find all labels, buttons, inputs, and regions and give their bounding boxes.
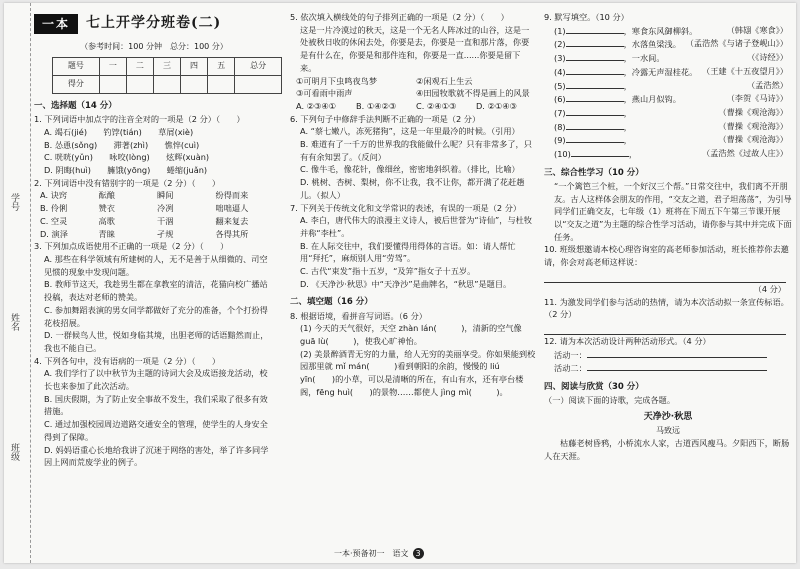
section-heading: 三、综合性学习（10 分） <box>544 167 644 178</box>
recite-list <box>544 24 792 161</box>
recite-source: （曹操《观沧海》） <box>718 134 788 145</box>
answer-line[interactable] <box>544 269 786 283</box>
option: D. 演泽 <box>40 228 68 239</box>
answer-line[interactable] <box>587 361 767 371</box>
recite-number: (6) <box>554 94 566 105</box>
recite-item <box>544 65 792 79</box>
recite-blank[interactable] <box>566 24 624 34</box>
exam-page <box>4 3 796 563</box>
section-heading: 一、选择题（14 分） <box>34 101 117 112</box>
binding-strip <box>4 3 31 563</box>
recite-text: ，燕山月似钩。 <box>623 94 681 105</box>
recite-blank[interactable] <box>566 106 624 116</box>
recite-source: （《诗经》） <box>747 52 788 63</box>
option: C. 咣咣(yǔn) 咏咬(lòng) 炫辉(xuàn) <box>44 152 210 163</box>
option: D. 一群候鸟人世，悦如身临其境，出胆老师的话语黯然而止，我也不能自已。 <box>44 330 269 353</box>
recite-text: ， <box>628 149 638 160</box>
recite-blank[interactable] <box>566 120 624 130</box>
section-heading: 四、阅读与欣赏（30 分） <box>544 382 644 393</box>
option: B. 教师节这天，我趁男生都在拿教室的清洁，花猫向校广播站投稿，表达对老师的赞美。 <box>44 279 268 303</box>
score-cell[interactable] <box>235 76 282 94</box>
option: B. 怂恿(sǒng) 滞著(zhì) 憔悴(cuì) <box>44 139 200 150</box>
score-head-cell: 总分 <box>235 58 282 76</box>
option-grid <box>290 100 536 113</box>
column-middle <box>290 11 536 399</box>
question-stem: 5. 依次填入横线处的句子排列正确的一项是（2 分）（ ） <box>290 12 509 22</box>
option: C. 参加舞蹈表演的男女同学都做好了充分的准备，个个打扮得花枝招展。 <box>44 304 268 328</box>
recite-text: ， <box>623 80 632 91</box>
recite-item <box>544 37 792 51</box>
option: A. 李白，唐代伟大的浪漫主义诗人，被后世誉为“诗仙”，与杜牧并称“李杜”。 <box>300 215 533 238</box>
option: C. 通过加强校园周边道路交通安全的管理，使学生的人身安全得到了保障。 <box>44 419 268 442</box>
recite-item <box>544 120 792 134</box>
recite-source: （韩翃《寒食》） <box>726 24 788 35</box>
recite-number: (9) <box>554 135 566 146</box>
recite-number: (5) <box>554 80 566 91</box>
score-cell[interactable] <box>126 76 153 94</box>
option: D. 妈妈语重心长地给我讲了沉迷于网络的害处，举了许多同学因上网而荒废学业的例子。 <box>44 444 269 468</box>
option: 酝酿 <box>98 190 115 201</box>
recite-text: ，一水间。 <box>623 53 665 64</box>
question-stem: 12. 请为本次活动设计两种活动形式。（4 分） <box>544 335 711 346</box>
question-stem: 2. 下列词语中没有错别字的一项是（2 分）（ ） <box>34 177 221 188</box>
recite-item <box>544 106 792 120</box>
option: A. 那些在科学领域有所建树的人，无不是善于从细微的、司空见惯的现象中发现问题。 <box>44 253 268 277</box>
option: A. “蔡七嫩八，冻死猪狗”，这是一年里最冷的时候。（引用） <box>300 126 520 137</box>
column-right <box>544 11 792 463</box>
score-cell[interactable] <box>99 76 126 94</box>
recite-text: ， <box>623 121 632 132</box>
option: 纷得而来 <box>215 190 249 201</box>
score-head-cell: 二 <box>126 58 153 76</box>
activity-label: 活动一： <box>554 349 587 360</box>
recite-number: (7) <box>554 107 566 118</box>
question-stem: 4. 下列各句中，没有语病的一项是（2 分）（ ） <box>34 355 221 366</box>
score-note: （4 分） <box>753 283 786 294</box>
recite-blank[interactable] <box>571 147 629 157</box>
recite-source: （曹操《观沧海》） <box>718 120 788 131</box>
recite-item <box>544 51 792 65</box>
recite-source: （孟浩然《过故人庄》） <box>702 148 788 159</box>
recite-text: ， <box>623 107 632 118</box>
recite-number: (8) <box>554 121 566 132</box>
exam-meta: （参考时间：100 分钟 总分：100 分） <box>80 41 228 51</box>
recite-number: (1) <box>554 25 566 36</box>
score-cell[interactable] <box>208 76 235 94</box>
question-stem: 8. 根据语境，看拼音写词语。（6 分） <box>290 310 427 321</box>
option: 赞衣 <box>98 203 115 214</box>
option: A. 诀窍 <box>40 190 68 201</box>
option: B. ①④②③ <box>356 100 397 111</box>
option: D. ②①④③ <box>476 100 517 111</box>
passage: 这是一片冷漠过的秋天，这是一个无名人阵冰过的山谷，这是一处被秋日收的休闲去处，你要是去，你要是一直和那片落，你要是有什么在，你要是和那件连和，你要是一直......你要是留下来。 <box>300 24 530 73</box>
score-head-cell: 五 <box>208 58 235 76</box>
option: C. 古代“束发”指十五岁，“及笄”指女子十五岁。 <box>300 266 476 277</box>
option: 高歌 <box>98 215 115 226</box>
option: 干涸 <box>157 215 174 226</box>
option: ③可看雨中雨声 <box>296 88 353 99</box>
fill-line[interactable]: (1) 今天的天气很好，天空 zhàn lán( )，清新的空气像 guā lù( )，使我心旷神怡。 <box>300 323 522 347</box>
column-left <box>34 11 274 469</box>
score-cell[interactable] <box>181 76 208 94</box>
option: C. 空灵 <box>40 215 68 226</box>
option: B. 伶俐 <box>40 203 68 214</box>
binding-label-class: 班级 <box>9 443 19 461</box>
recite-text: ，冷露无声湿桂花。 <box>623 66 698 77</box>
option: 瞬间 <box>157 190 174 201</box>
recite-source: （孟浩然） <box>747 79 788 90</box>
recite-source: （王建《十五夜望月》） <box>702 65 788 76</box>
reading-intro: （一）阅读下面的诗歌，完成各题。 <box>544 395 676 406</box>
recite-source: （曹操《观沧海》） <box>718 106 788 117</box>
footer-text: 一本·预备初一 语文 <box>334 549 409 558</box>
answer-line[interactable] <box>587 348 767 358</box>
recite-blank[interactable] <box>566 51 624 61</box>
score-head-cell: 三 <box>153 58 180 76</box>
recite-item <box>544 92 792 106</box>
option: ②闲观石上生云 <box>416 75 473 86</box>
score-cell[interactable] <box>153 76 180 94</box>
option: 翻来复去 <box>215 215 249 226</box>
option: D. 阴晦(huì) 臃饿(yōng) 蜷缩(juǎn) <box>44 165 208 176</box>
recite-item <box>544 24 792 38</box>
option: C. ②④①③ <box>416 100 457 111</box>
recite-number: (3) <box>554 53 566 64</box>
option: B. 国庆假期，为了防止安全事故不发生，我们采取了很多有效措施。 <box>44 393 268 417</box>
poem-title: 天净沙·秋思 <box>643 411 693 422</box>
option-grid <box>290 75 536 100</box>
recite-number: (10) <box>554 149 571 160</box>
option: ④田园牧歌就不得是画上的风景 <box>416 88 530 99</box>
poem-text: 枯藤老树昏鸦，小桥流水人家，古道西风瘦马。夕阳西下，断肠人在天涯。 <box>544 438 790 461</box>
score-head-cell: 题号 <box>53 58 100 76</box>
recite-number: (4) <box>554 66 566 77</box>
binding-label-name: 姓名 <box>9 313 19 331</box>
recite-blank[interactable] <box>566 133 624 143</box>
recite-source: （孟浩然《与诸子登岘山》） <box>685 38 788 49</box>
poem-author: 马致远 <box>656 425 680 435</box>
activity-label: 活动二： <box>554 363 587 374</box>
recite-text: ，寒食东风御柳斜。 <box>623 25 698 36</box>
question-stem: 3. 下列加点成语使用不正确的一项是（2 分）（ ） <box>34 241 229 252</box>
recite-item <box>544 147 792 161</box>
recite-number: (2) <box>554 39 566 50</box>
option: ①可明月下虫鸣夜鸟梦 <box>296 75 378 86</box>
option-grid <box>34 189 274 240</box>
recite-blank[interactable] <box>566 37 624 47</box>
question-stem: 10. 班级想邀请本校心理咨询室的高老师参加活动，班长推荐你去邀请，你会对高老师这样说： <box>544 244 789 268</box>
option: 各得其所 <box>215 228 249 239</box>
option: 孑规 <box>157 228 174 239</box>
option: B. 难道有了一千万的世界我的我能做什么呢？只有非常多了，只有有余知罢了。（反问） <box>300 139 532 162</box>
recite-blank[interactable] <box>566 92 624 102</box>
recite-text: ，水落鱼梁浅。 <box>623 39 681 50</box>
recite-blank[interactable] <box>566 79 624 89</box>
answer-line[interactable] <box>544 321 786 335</box>
question-stem: 1. 下列词语中加点字的注音全对的一项是（2 分）（ ） <box>34 114 245 125</box>
recite-blank[interactable] <box>566 65 624 75</box>
binding-label-id: 学号 <box>9 193 19 211</box>
recite-item <box>544 79 792 93</box>
page-title: 七上开学分班卷(二) <box>86 15 222 31</box>
question-stem: 9. 默写填空。（10 分） <box>544 12 629 22</box>
question-stem: 11. 为激发同学们参与活动的热情，请为本次活动拟一条宣传标语。（2 分） <box>544 296 789 320</box>
score-row-label: 得分 <box>53 76 100 94</box>
score-table <box>52 57 282 94</box>
question-stem: 7. 下列关于传统文化和文学常识的表述，有误的一项是（2 分） <box>290 202 522 213</box>
option: A. ②③④① <box>296 100 337 111</box>
option: 青睐 <box>98 228 115 239</box>
page-number: 3 <box>413 548 424 559</box>
section-heading: 二、填空题（16 分） <box>290 297 373 308</box>
option: 冷冽 <box>157 203 174 214</box>
option: A. 竭石(jié) 钓饽(tián) 草屑(xiè) <box>44 126 194 137</box>
fill-line[interactable]: (2) 美景醉酒青无穷的力量，给人无穷的美丽享受。你如果能到校园那里就 mǐ mán( )看到朝阳的余韵，慢慢的 liú yīn( )的小草，可以是清晰的所在，有山有水，还有亭台楼阁，fēng huì( )的景物……都使人 jìng mì( )。 <box>300 348 536 397</box>
question-stem: 6. 下列句子中修辞手法判断不正确的一项是（2 分） <box>290 113 481 124</box>
option: D. 《天净沙·秋思》中“天净沙”是曲牌名，“秋思”是题目。 <box>300 278 512 289</box>
score-head-cell: 一 <box>99 58 126 76</box>
activity-intro: “一个篱笆三个桩，一个好汉三个帮。”日常交往中，我们离不开朋友。古人这样体会朋友的作用，“交友之道，君子坦荡荡”，为引导同学们正确交友，七年级（1）班将在下周五下午第三节课开展以“交友之道”为主题的综合性学习活动，请你参与其中并完成下面任务。 <box>554 180 792 242</box>
page-footer <box>334 548 424 559</box>
recite-item <box>544 133 792 147</box>
option: B. 在人际交往中，我们要懂得用得体的言语。如：请人帮忙用“拜托”，麻烦别人用“劳驾”。 <box>300 240 516 264</box>
option: 咄咄逼人 <box>215 203 249 214</box>
exam-title <box>34 13 274 35</box>
option: C. 像牛毛，像花针，像细丝，密密地斜织着。（排比，比喻） <box>300 164 520 175</box>
recite-text: ， <box>623 135 632 146</box>
option: D. 桃树、杏树、梨树，你不让我，我不让你，都开满了花赶趟儿。（拟人） <box>300 177 525 200</box>
option: A. 我们学行了以中秋节为主题的诗词大会及成语接龙活动，校长也来参加了此次活动。 <box>44 368 268 392</box>
score-head-cell: 四 <box>181 58 208 76</box>
recite-source: （李贺《马诗》） <box>726 93 788 104</box>
brand-logo: 一本 <box>34 14 78 35</box>
